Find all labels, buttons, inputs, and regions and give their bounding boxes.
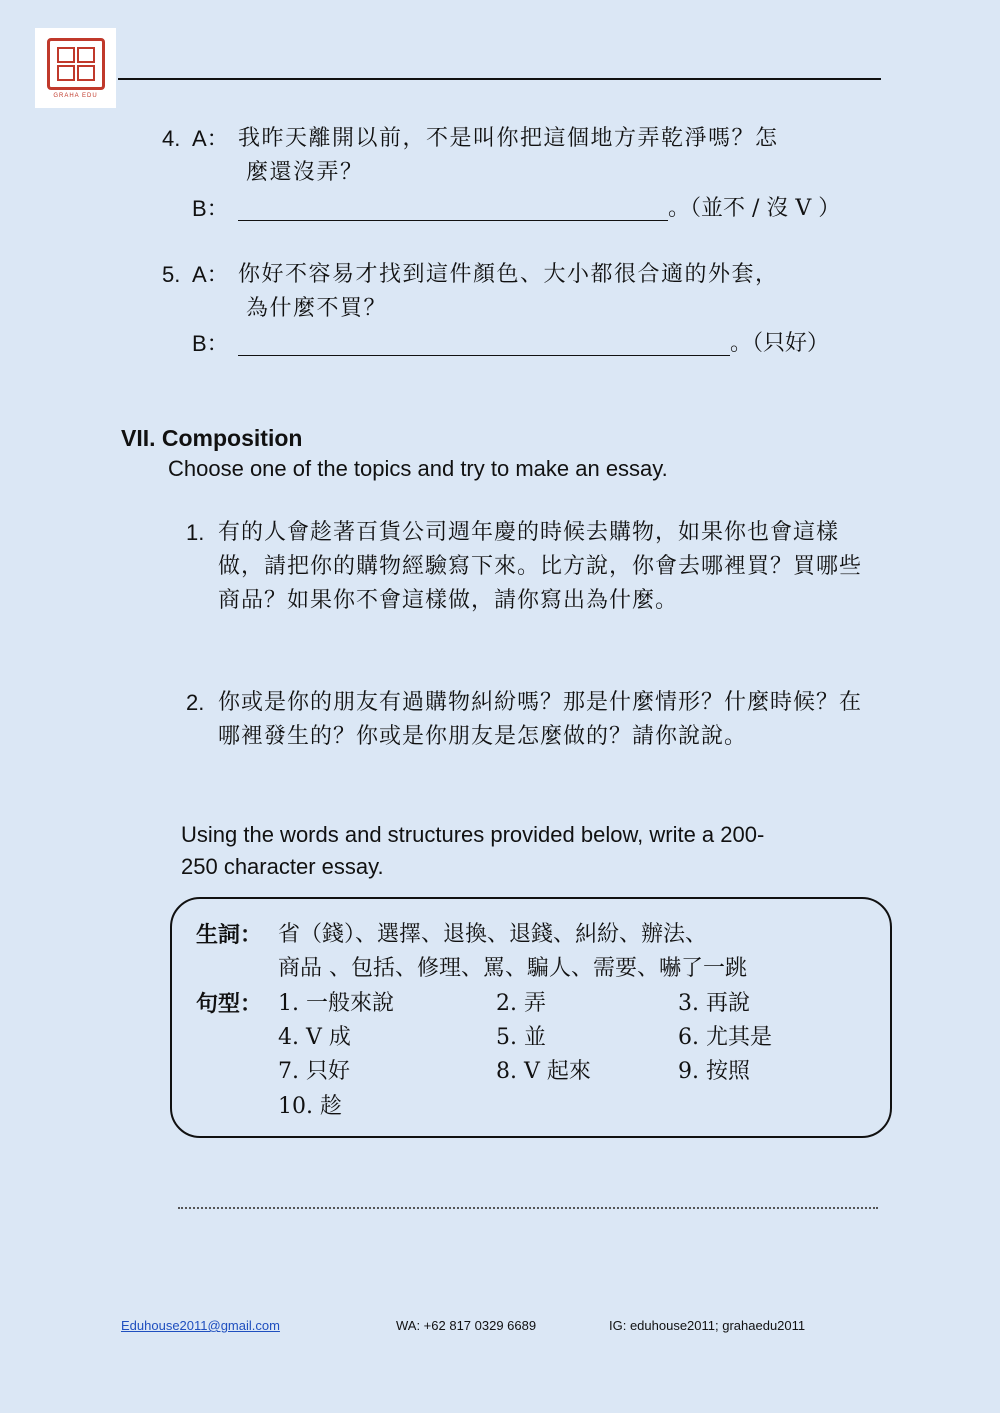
pattern-item: 10. 趁 [278,1094,342,1119]
vocab-line2: 商品 、包括、修理、罵、騙人、需要、嚇了一跳 [278,956,747,981]
pattern-item: 3. 再說 [678,991,750,1016]
footer-email[interactable] [121,1318,280,1333]
composition-heading: VII. Composition [121,425,303,451]
essay-instruction-line2: 250 character essay. [181,854,384,879]
pattern-item: 2. 弄 [496,991,546,1016]
pattern-item: 8. V 起來 [496,1059,591,1084]
vocab-label: 生詞： [196,922,263,948]
pattern-item: 9. 按照 [678,1059,750,1084]
topic-2-number: 2. [186,690,205,715]
exercise-5-hint: 。（只好） [730,331,830,356]
exercise-4-b-label: B： [192,196,229,221]
essay-instruction-line1: Using the words and structures provided below, write a 200- [181,822,765,847]
exercise-5-number: 5. [162,262,181,287]
exercise-5-b-label: B： [192,331,229,356]
exercise-4-question-line1: 我昨天離開以前，不是叫你把這個地方弄乾淨嗎？怎 [238,126,779,151]
exercise-5-question-line1: 你好不容易才找到這件顏色、大小都很合適的外套， [238,262,779,287]
essay-writing-line[interactable] [178,1207,878,1209]
footer-whatsapp: WA: +62 817 0329 6689 [396,1318,537,1333]
pattern-label: 句型： [196,991,263,1017]
exercise-5-question-line2: 為什麼不買？ [246,296,388,321]
composition-instruction: Choose one of the topics and try to make an essay. [168,456,668,481]
vocab-line1: 省（錢）、選擇、退換、退錢、糾紛、辦法、 [278,922,708,947]
pattern-item: 4. V 成 [278,1025,351,1050]
logo [35,28,116,108]
exercise-4-a-label: A： [192,126,229,151]
exercise-4-number: 4. [162,126,181,151]
topic-2-text: 你或是你的朋友有過購物糾紛嗎？那是什麼情形？什麼時候？在哪裡發生的？你或是你朋友是怎麼做的？請你說說。 [218,690,863,749]
topic-1-number: 1. [186,520,205,545]
footer-email-link[interactable]: Eduhouse2011@gmail.com [121,1318,280,1333]
pattern-item: 5. 並 [496,1025,546,1050]
header-divider [118,78,881,80]
graha-edu-logo-icon [47,38,105,90]
exercise-4-question-line2: 麼還沒弄？ [246,160,364,185]
exercise-5-answer-blank[interactable] [238,333,730,361]
exercise-5-a-label: A： [192,262,229,287]
topic-1 [186,516,878,618]
topic-1-text: 有的人會趁著百貨公司週年慶的時候去購物，如果你也會這樣做，請把你的購物經驗寫下來。比方說，你會去哪裡買？買哪些商品？如果你不會這樣做，請你寫出為什麼。 [218,520,863,613]
logo-text: GRAHA EDU [53,92,98,99]
topic-2 [186,686,878,754]
pattern-item: 7. 只好 [278,1059,350,1084]
pattern-item: 6. 尤其是 [678,1025,772,1050]
pattern-item: 1. 一般來說 [278,991,394,1016]
exercise-4-hint: 。（並不 / 沒 V ） [668,196,841,221]
footer-instagram: IG: eduhouse2011; grahaedu2011 [609,1318,806,1333]
exercise-4-answer-blank[interactable] [238,198,668,226]
